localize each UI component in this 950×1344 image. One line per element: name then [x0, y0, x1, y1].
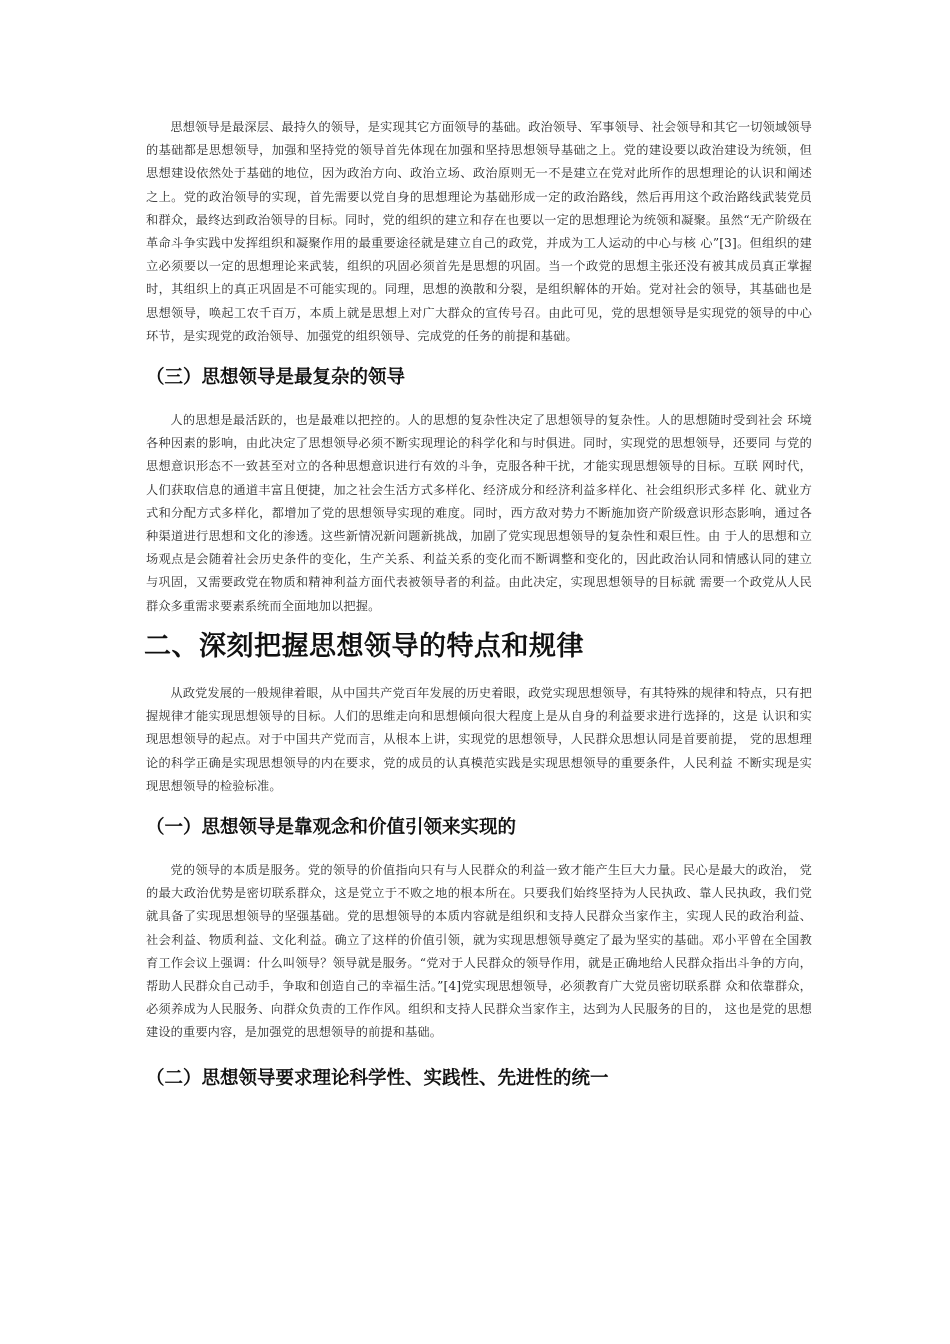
paragraph-complexity: 人的思想是最活跃的，也是最难以把控的。人的思想的复杂性决定了思想领导的复杂性。人的思想随时受到社会 环境各种因素的影响，由此决定了思想领导必须不断实现理论的科学化和与时俱进。同时，实现党的思想领导，还要同 与党的思想意识形态不一致甚至对立的各种思想意识进行有效的斗争，克服各种干扰，才能实现思想领导的目标。互联 网时代，人们获取信息的通道丰富且便捷，加之社会生活方式多样化、经济成分和经济利益多样化、社会组织形式多样 化、就业方式和分配方式多样化，都增加了党的思想领导实现的难度。同时，西方敌对势力不断施加资产阶级意识形态影响，通过各种渠道进行思想和文化的渗透。这些新情况新问题新挑战，加剧了党实现思想领导的复杂性和艰巨性。由 于人的思想和立场观点是会随着社会历史条件的变化，生产关系、利益关系的变化而不断调整和变化的，因此政治认同和情感认同的建立与巩固，又需要政党在物质和精神利益方面代表被领导者的利益。由此决定，实现思想领导的目标就 需要一个政党从人民群众多重需求要素系统而全面地加以把握。: [146, 413, 812, 613]
section-heading-complex-leadership: （三）思想领导是最复杂的领导: [146, 367, 406, 388]
paragraph-general-laws: 从政党发展的一般规律着眼，从中国共产党百年发展的历史着眼，政党实现思想领导，有其特殊的规律和特点，只有把握规律才能实现思想领导的目标。人们的思维走向和思想倾向很大程度上是从自身的利益要求进行选择的，这是 认识和实现思想领导的起点。对于中国共产党而言，从根本上讲，实现党的思想领导，人民群众思想认同是首要前提， 党的思想理论的科学正确是实现思想领导的内在要求，党的成员的认真模范实践是实现思想领导的重要条件，人民利益 不断实现是实现思想领导的检验标准。: [146, 686, 812, 793]
section-heading-theory-unity: （二）思想领导要求理论科学性、实践性、先进性的统一: [146, 1068, 609, 1089]
paragraph-ideological-leadership-foundation: 思想领导是最深层、最持久的领导，是实现其它方面领导的基础。政治领导、军事领导、社会领导和其它一切领域领导的基础都是思想领导，加强和坚持党的领导首先体现在加强和坚持思想领导基础之上。党的建设要以政治建设为统领，但思想建设依然处于基础的地位，因为政治方向、政治立场、政治原则无一不是建立在党对此所作的思想理论的认识和阐述之上。党的政治领导的实现，首先需要以党自身的思想理论为基础形成一定的政治路线，然后再用这个政治路线武装党员和群众，最终达到政治领导的目标。同时，党的组织的建立和存在也要以一定的思想理论为统领和凝聚。虽然“无产阶级在革命斗争实践中发挥组织和凝聚作用的最重要途径就是建立自己的政党，并成为工人运动的中心与核 心”[3]。但组织的建立必须要以一定的思想理论来武装，组织的巩固必须首先是思想的巩固。当一个政党的思想主张还没有被其成员真正掌握时，其组织上的真正巩固是不可能实现的。同理，思想的涣散和分裂，是组织解体的开始。党对社会的领导，其基础也是思想领导，唤起工农千百万，本质上就是思想上对广大群众的宣传号召。由此可见，党的思想领导是实现党的领导的中心环节，是实现党的政治领导、加强党的组织领导、完成党的任务的前提和基础。: [146, 120, 812, 343]
paragraph-service-essence: 党的领导的本质是服务。党的领导的价值指向只有与人民群众的利益一致才能产生巨大力量。民心是最大的政治， 党的最大政治优势是密切联系群众，这是党立于不败之地的根本所在。只要我们始终坚持为人民执政、靠人民执政，我们党就具备了实现思想领导的坚强基础。党的思想领导的本质内容就是组织和支持人民群众当家作主，实现人民的政治利益、社会利益、物质利益、文化利益。确立了这样的价值引领，就为实现思想领导奠定了最为坚实的基础。邓小平曾在全国教育工作会议上强调：什么叫领导？领导就是服务。“党对于人民群众的领导作用，就是正确地给人民群众指出斗争的方向，帮助人民群众自己动手，争取和创造自己的幸福生活。”[4]党实现思想领导，必须教育广大党员密切联系群 众和依靠群众，必须养成为人民服务、向群众负责的工作作风。组织和支持人民群众当家作主，达到为人民服务的目的， 这也是党的思想建设的重要内容，是加强党的思想领导的前提和基础。: [146, 863, 812, 1040]
section-heading-values-guidance: （一）思想领导是靠观念和价值引领来实现的: [146, 817, 517, 838]
chapter-heading-characteristics-and-laws: 二、深刻把握思想领导的特点和规律: [144, 631, 584, 662]
